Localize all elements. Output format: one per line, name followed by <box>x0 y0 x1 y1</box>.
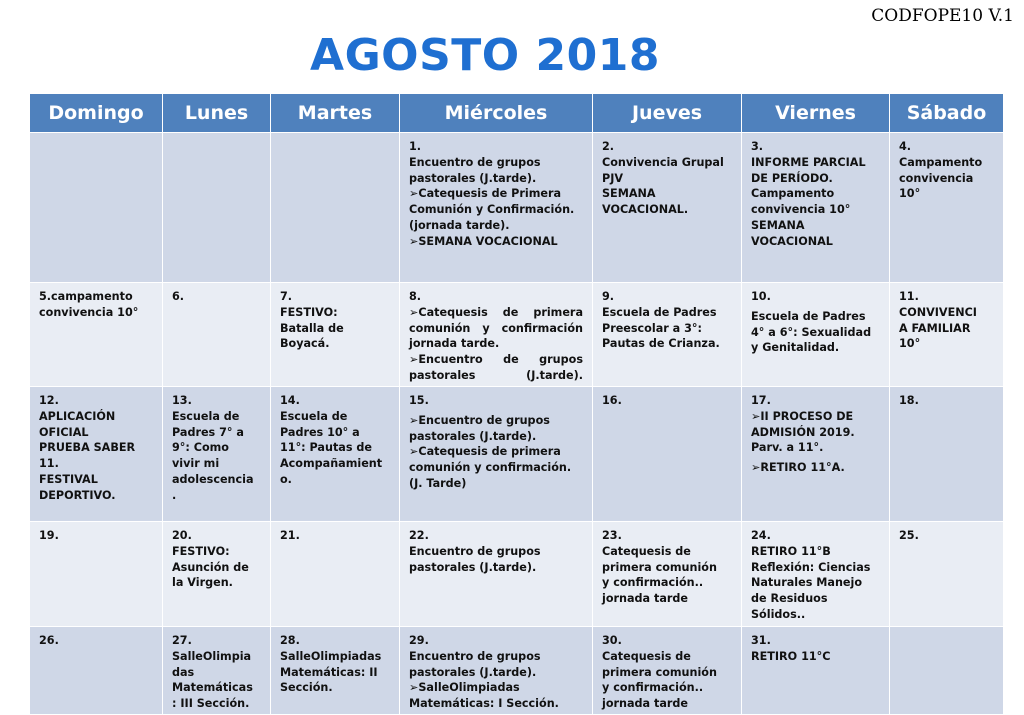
event-text: Matemáticas: II <box>280 665 378 679</box>
day-cell <box>742 627 890 715</box>
weekday-header: Sábado <box>890 94 1004 133</box>
event-text: OFICIAL <box>39 425 89 439</box>
event-text: Padres 7° a <box>172 425 244 439</box>
day-cell <box>30 387 163 522</box>
event-text: Escuela de Padres <box>602 305 717 319</box>
day-cell <box>400 522 593 627</box>
weekday-header-row <box>30 94 1004 133</box>
day-number: 15. <box>409 394 429 407</box>
event-text: y confirmación.. <box>602 681 704 695</box>
day-cell <box>163 627 271 715</box>
event-text: la Virgen. <box>172 576 233 590</box>
day-cell <box>742 387 890 522</box>
event-text: DE PERÍODO. <box>751 171 833 185</box>
day-number: 6. <box>172 290 185 303</box>
week-row <box>30 133 1004 283</box>
event-text: convivencia <box>899 171 974 185</box>
day-cell <box>890 283 1004 387</box>
event-text: (jornada tarde). <box>409 218 510 232</box>
event-text: primera comunión <box>602 665 717 679</box>
day-cell <box>593 283 742 387</box>
weekday-header: Lunes <box>163 94 271 133</box>
event-text: Parv. a 11°. <box>751 441 824 455</box>
event-text: 11°: Pautas de <box>280 441 372 455</box>
event-text: o. <box>280 472 292 486</box>
event-text: ➢Catequesis de primera <box>409 445 561 459</box>
day-cell <box>890 133 1004 283</box>
day-cell <box>400 627 593 715</box>
day-cell <box>400 283 593 387</box>
day-number: 10. <box>751 290 771 303</box>
day-cell <box>271 283 400 387</box>
day-cell <box>742 283 890 387</box>
day-number: 3. <box>751 140 764 153</box>
weekday-header: Miércoles <box>400 94 593 133</box>
day-number: 8. <box>409 290 422 303</box>
weekday-header: Martes <box>271 94 400 133</box>
event-text: FESTIVO: <box>280 305 338 319</box>
document-code: CODFOPE10 V.1 <box>871 6 1014 26</box>
day-number: 12. <box>39 394 59 407</box>
event-text: ➢SEMANA VOCACIONAL <box>409 234 558 248</box>
day-cell <box>593 522 742 627</box>
event-text: SalleOlimpiadas <box>280 649 382 663</box>
event-text: ➢SalleOlimpiadas <box>409 681 520 695</box>
day-cell <box>890 387 1004 522</box>
day-number: 24. <box>751 529 771 542</box>
event-text: (J. Tarde) <box>409 476 467 490</box>
event-text: Convivencia Grupal <box>602 155 724 169</box>
day-number: 9. <box>602 290 615 303</box>
event-text: convivencia 10° <box>39 305 139 319</box>
event-text: 4° a 6°: Sexualidad <box>751 325 872 339</box>
event-text: Encuentro de grupos <box>409 649 541 663</box>
day-number: 19. <box>39 529 59 542</box>
event-text: RETIRO 11°B <box>751 544 831 558</box>
day-cell <box>30 627 163 715</box>
event-text: jornada tarde <box>602 697 689 711</box>
day-number: 27. <box>172 634 192 647</box>
event-text: ➢Catequesis de primera <box>409 305 583 319</box>
event-text: Campamento <box>899 155 983 169</box>
event-text: vivir mi <box>172 457 220 471</box>
event-text: PRUEBA SABER <box>39 441 136 455</box>
event-text: y confirmación.. <box>602 576 704 590</box>
weekday-header: Jueves <box>593 94 742 133</box>
event-text: Preescolar a 3°: <box>602 321 702 335</box>
weekday-header: Domingo <box>30 94 163 133</box>
event-text: RETIRO 11°C <box>751 649 831 663</box>
event-text: Matemáticas <box>172 681 253 695</box>
day-cell <box>163 387 271 522</box>
event-text: ➢Encuentro de grupos <box>409 413 550 427</box>
day-number: 14. <box>280 394 300 407</box>
event-text: FESTIVO: <box>172 544 230 558</box>
event-text: ADMISIÓN 2019. <box>751 425 855 439</box>
event-text: Naturales Manejo <box>751 576 863 590</box>
event-text: Catequesis de <box>602 649 691 663</box>
event-text: DEPORTIVO. <box>39 488 116 502</box>
event-text: convivencia 10° <box>751 203 851 217</box>
event-text: ➢II PROCESO DE <box>751 409 854 423</box>
day-number: 16. <box>602 394 622 407</box>
day-cell <box>163 522 271 627</box>
day-cell <box>890 522 1004 627</box>
day-cell <box>593 133 742 283</box>
event-text: 10° <box>899 187 921 201</box>
event-text: Comunión y Confirmación. <box>409 203 575 217</box>
event-text: comunión y confirmación. <box>409 461 572 475</box>
event-text: 11. <box>39 457 59 471</box>
event-text: jornada tarde <box>602 592 689 606</box>
day-number: 25. <box>899 529 919 542</box>
event-text: Catequesis de <box>602 544 691 558</box>
week-row <box>30 283 1004 387</box>
event-text: Acompañamient <box>280 457 383 471</box>
day-number: 26. <box>39 634 59 647</box>
event-text: A FAMILIAR <box>899 321 971 335</box>
event-text: pastorales (J.tarde). <box>409 171 537 185</box>
event-text: 10° <box>899 337 921 351</box>
event-text: INFORME PARCIAL <box>751 155 866 169</box>
event-text: Sólidos.. <box>751 607 806 621</box>
day-number: 2. <box>602 140 615 153</box>
day-cell <box>271 627 400 715</box>
event-text: SEMANA <box>751 218 805 232</box>
week-row <box>30 522 1004 627</box>
day-number: 30. <box>602 634 622 647</box>
day-number: 23. <box>602 529 622 542</box>
day-cell <box>271 387 400 522</box>
day-number: 5.campamento <box>39 290 133 303</box>
event-text: pastorales (J.tarde). <box>409 429 537 443</box>
event-text: VOCACIONAL. <box>602 203 689 217</box>
day-number: 13. <box>172 394 192 407</box>
event-text: SalleOlimpia <box>172 649 252 663</box>
event-text: de Residuos <box>751 592 828 606</box>
day-cell <box>890 627 1004 715</box>
event-text: : III Sección. <box>172 697 250 711</box>
day-cell <box>163 133 271 283</box>
event-text: primera comunión <box>602 560 717 574</box>
event-text: Escuela de Padres <box>751 309 866 323</box>
event-text: . <box>172 488 177 502</box>
event-text: Batalla de <box>280 321 344 335</box>
event-text: Padres 10° a <box>280 425 360 439</box>
day-cell <box>30 522 163 627</box>
event-text: Reflexión: Ciencias <box>751 560 871 574</box>
event-text: Boyacá. <box>280 337 330 351</box>
day-cell <box>593 627 742 715</box>
event-text: VOCACIONAL <box>751 234 833 248</box>
day-number: 31. <box>751 634 771 647</box>
day-number: 29. <box>409 634 429 647</box>
event-text: Campamento <box>751 187 835 201</box>
event-text: CONVIVENCI <box>899 305 977 319</box>
event-text: Asunción de <box>172 560 249 574</box>
day-cell <box>163 283 271 387</box>
event-text: pastorales (J.tarde). <box>409 665 537 679</box>
day-number: 4. <box>899 140 912 153</box>
week-row <box>30 627 1004 715</box>
day-cell <box>400 133 593 283</box>
event-text: Encuentro de grupos <box>409 544 541 558</box>
event-text: Encuentro de grupos <box>409 155 541 169</box>
event-text: Matemáticas: I Sección. <box>409 697 559 711</box>
event-text: y Genitalidad. <box>751 341 840 355</box>
event-text: jornada tarde. <box>409 337 500 351</box>
event-text: pastorales (J.tarde). <box>409 368 583 382</box>
day-cell <box>30 133 163 283</box>
day-number: 21. <box>280 529 300 542</box>
day-cell <box>593 387 742 522</box>
day-number: 7. <box>280 290 293 303</box>
event-text: ➢Encuentro de grupos <box>409 353 583 367</box>
day-number: 11. <box>899 290 919 303</box>
day-number: 22. <box>409 529 429 542</box>
day-number: 17. <box>751 394 771 407</box>
event-text: ➢RETIRO 11°A. <box>751 461 845 475</box>
calendar-table <box>29 93 1004 715</box>
event-text: APLICACIÓN <box>39 409 116 423</box>
event-text: Pautas de Crianza. <box>602 337 720 351</box>
day-number: 28. <box>280 634 300 647</box>
event-text: Escuela de <box>280 409 348 423</box>
day-cell <box>271 522 400 627</box>
event-text: 9°: Como <box>172 441 229 455</box>
day-cell <box>742 133 890 283</box>
day-number: 1. <box>409 140 422 153</box>
day-number: 20. <box>172 529 192 542</box>
week-row <box>30 387 1004 522</box>
day-cell <box>400 387 593 522</box>
event-text: SEMANA <box>602 187 656 201</box>
event-text: pastorales (J.tarde). <box>409 560 537 574</box>
event-text: comunión y confirmación <box>409 321 583 335</box>
event-text: ➢Catequesis de Primera <box>409 187 562 201</box>
day-number: 18. <box>899 394 919 407</box>
day-cell <box>271 133 400 283</box>
event-text: FESTIVAL <box>39 472 98 486</box>
day-cell <box>742 522 890 627</box>
day-cell <box>30 283 163 387</box>
page-title: AGOSTO 2018 <box>310 30 660 81</box>
event-text: das <box>172 665 195 679</box>
event-text: PJV <box>602 171 624 185</box>
event-text: Sección. <box>280 681 333 695</box>
weekday-header: Viernes <box>742 94 890 133</box>
event-text: Escuela de <box>172 409 240 423</box>
event-text: adolescencia <box>172 472 254 486</box>
